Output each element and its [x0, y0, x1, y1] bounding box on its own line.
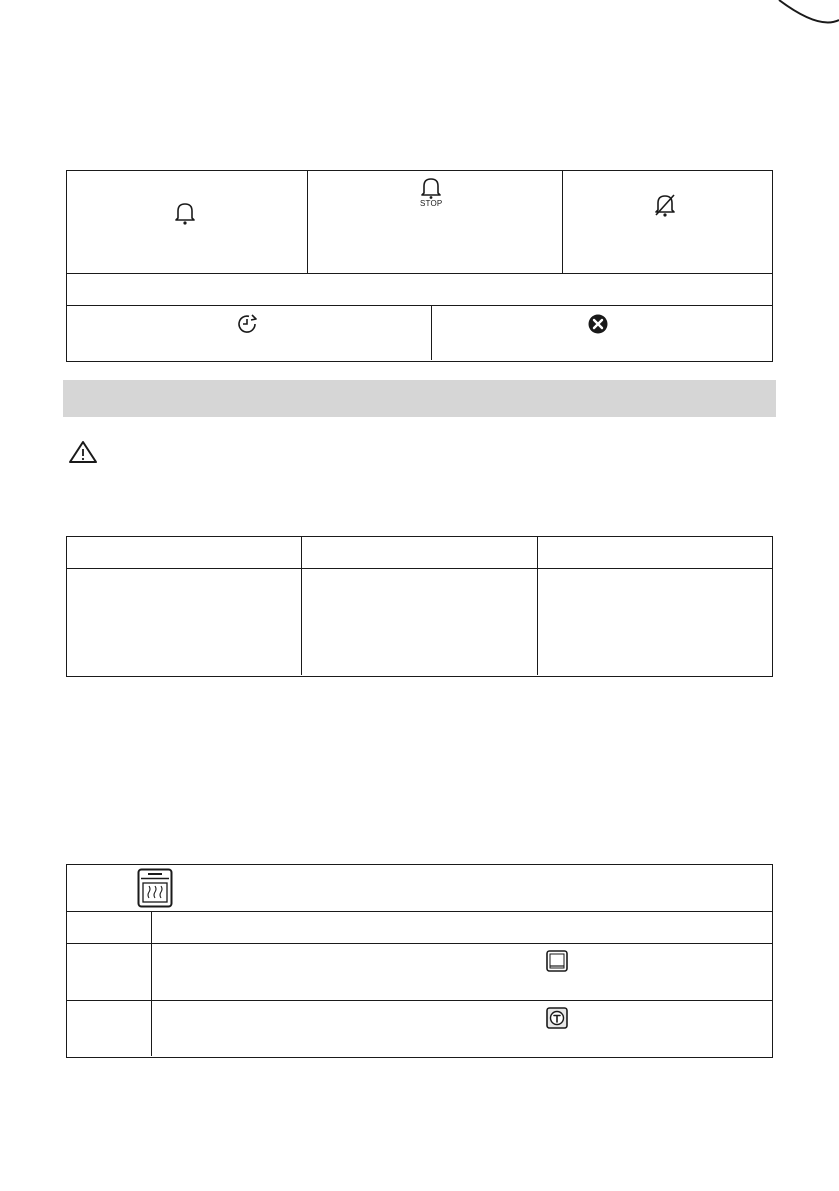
oven-functions-row-2-key [67, 944, 152, 1000]
alarm-cell-bell [67, 171, 308, 273]
oven-blank-icon [546, 950, 568, 977]
stop-label: STOP [420, 199, 443, 208]
alarm-cell-bell-off [563, 171, 771, 273]
bell-stop-icon [420, 177, 442, 208]
header-cell-1 [67, 537, 302, 568]
header-cell-3 [538, 537, 771, 568]
oven-functions-row-1 [67, 912, 772, 944]
section-heading-bar [63, 380, 776, 417]
oven-functions-row-1-key [67, 912, 152, 943]
oven-functions-row-2 [67, 944, 772, 1001]
alarm-cell-cancel [432, 306, 771, 360]
page-edge-curve [759, 0, 839, 30]
three-column-table [66, 536, 773, 677]
oven-functions-header [67, 865, 772, 912]
body-cell-1 [67, 569, 302, 675]
body-cell-3 [538, 569, 771, 675]
oven-fan-icon [546, 1007, 568, 1034]
alarm-table-row-1 [67, 171, 772, 274]
bell-icon [174, 201, 196, 225]
oven-functions-table [66, 864, 773, 1058]
alarm-table-row-3 [67, 306, 772, 360]
alarm-table [66, 170, 773, 362]
alarm-table-row-2 [67, 274, 772, 306]
oven-functions-row-3-key [67, 1001, 152, 1056]
bell-off-icon [654, 193, 676, 217]
header-cell-2 [302, 537, 538, 568]
timer-restart-icon [235, 312, 259, 336]
body-cell-2 [302, 569, 538, 675]
cancel-circle-icon [588, 314, 608, 334]
oven-heating-icon [137, 868, 173, 913]
alarm-cell-timer [67, 306, 432, 360]
three-column-table-header [67, 537, 772, 569]
warning-triangle-icon [68, 440, 98, 464]
oven-functions-row-3 [67, 1001, 772, 1056]
alarm-cell-bell-stop [308, 171, 563, 273]
three-column-table-body [67, 569, 772, 675]
